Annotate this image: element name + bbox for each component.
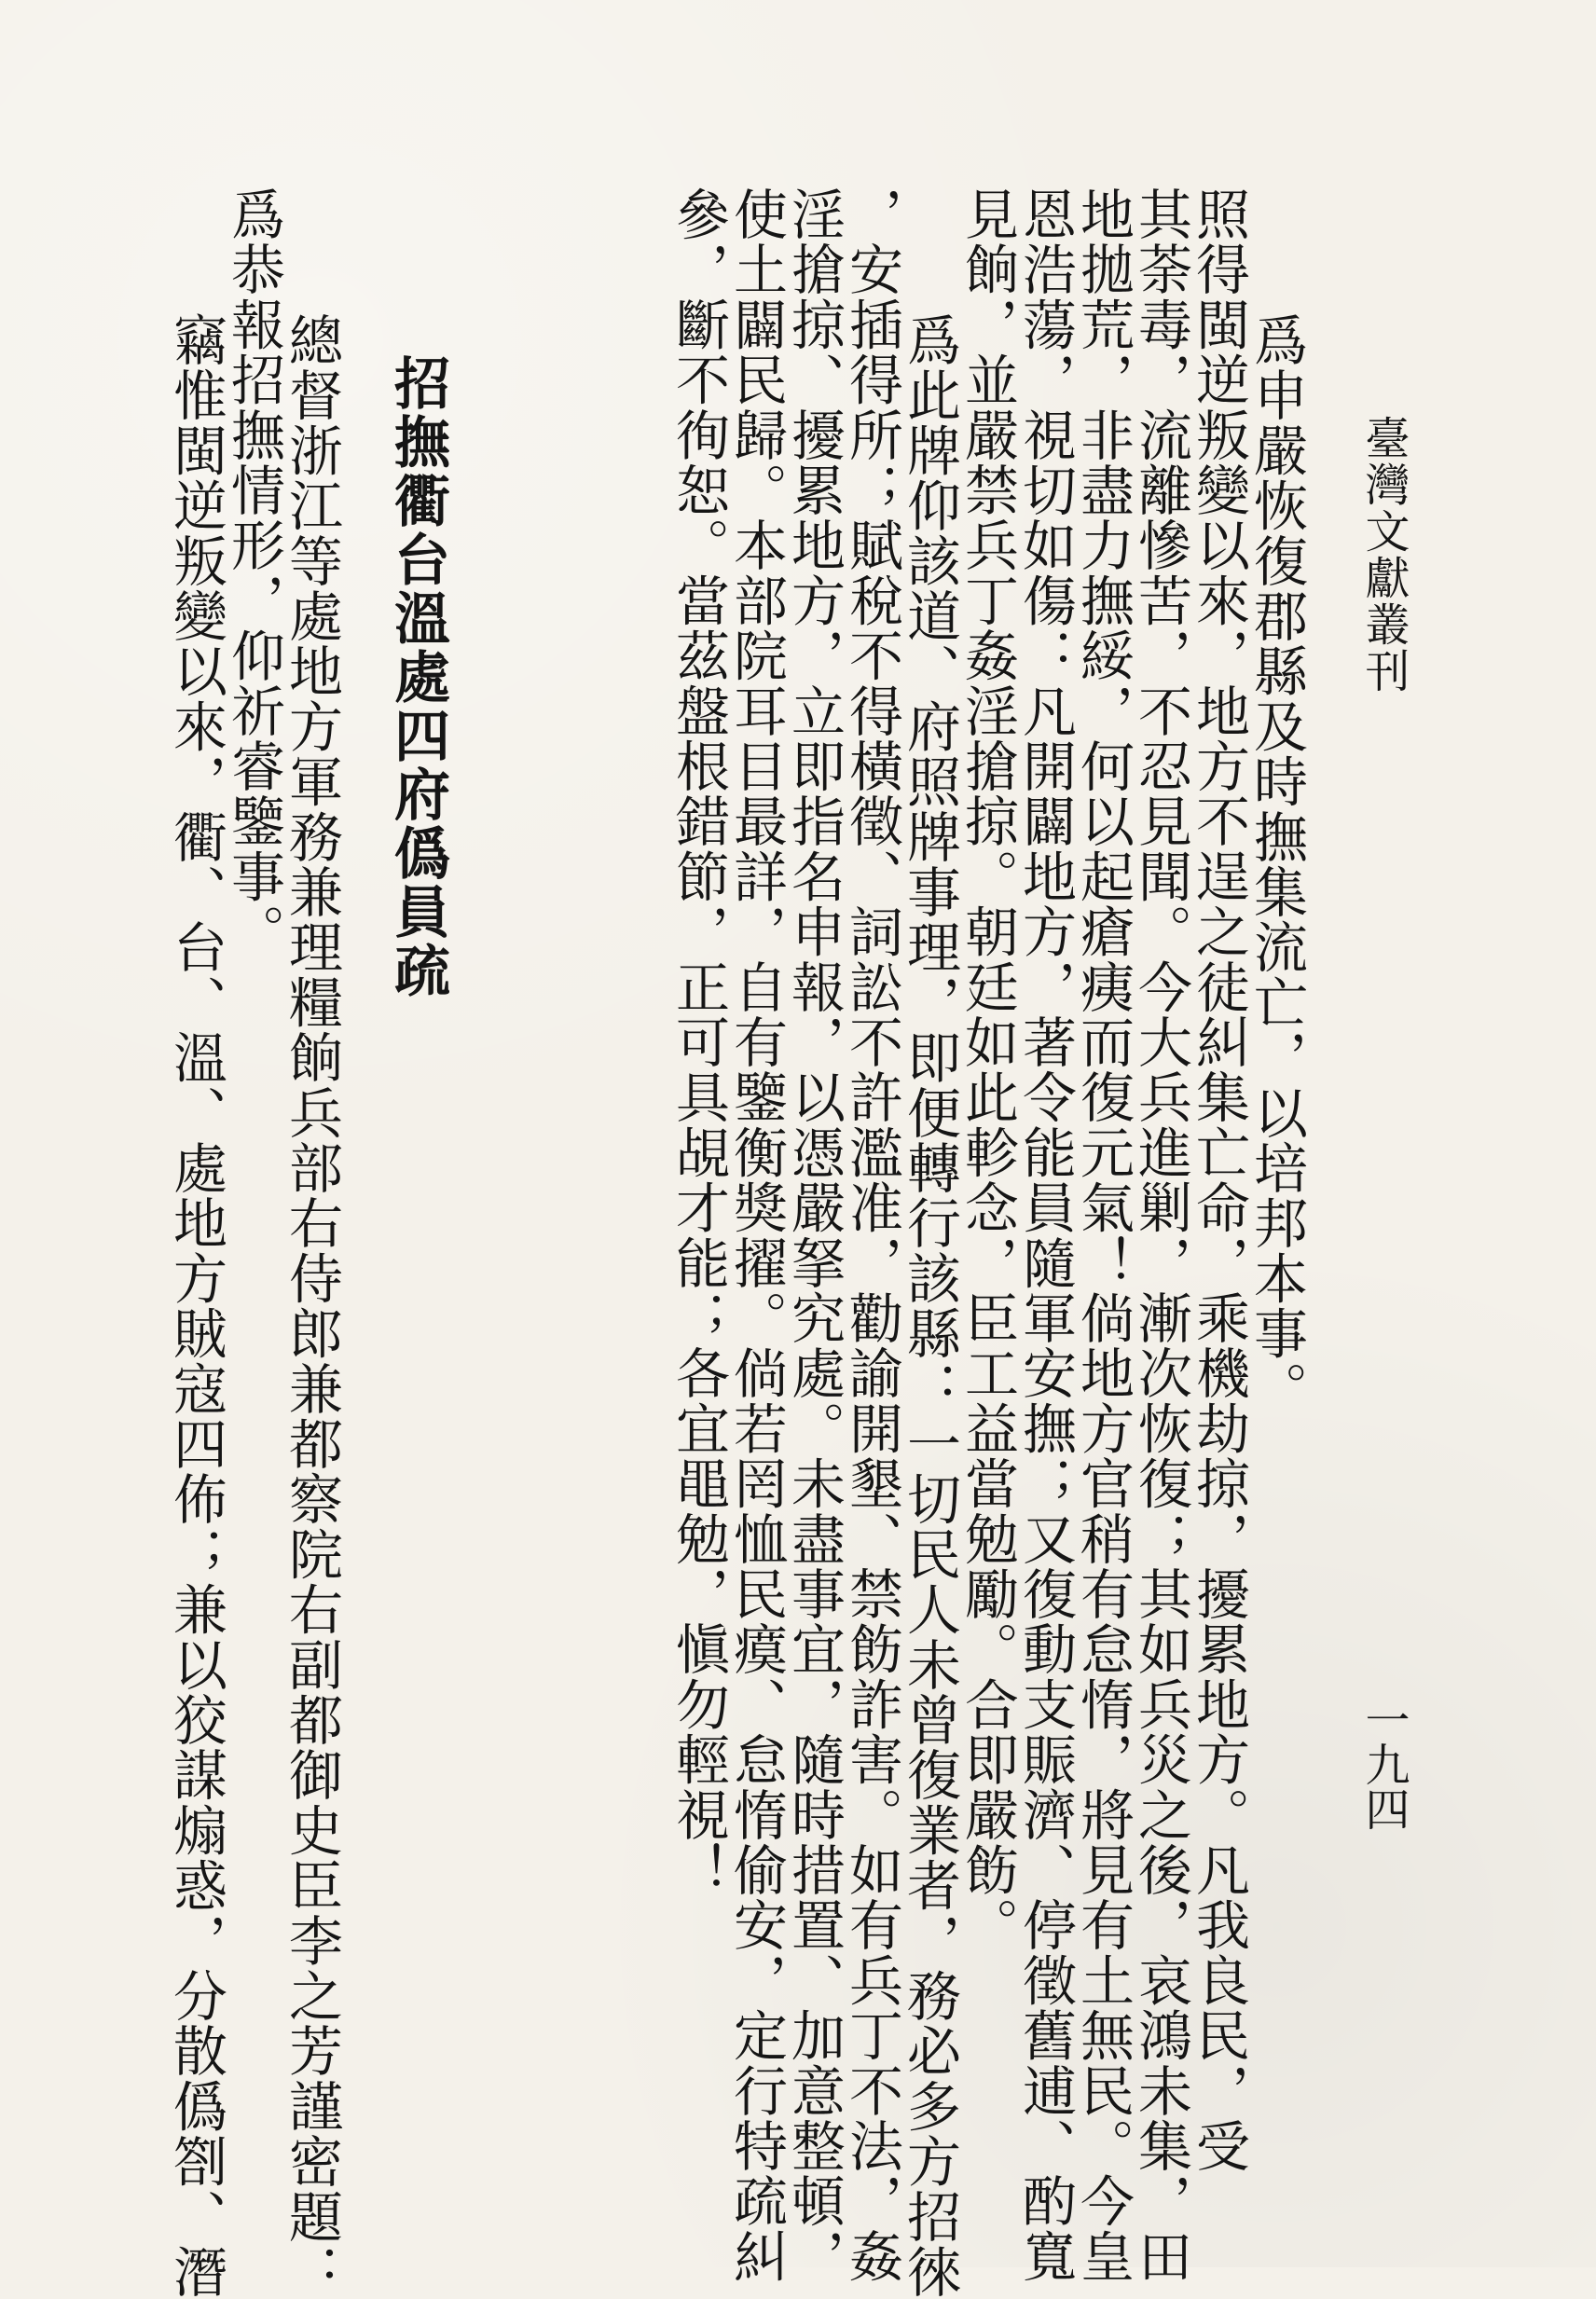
body-column-14: 竊惟閩逆叛變以來，衢、台、溫、處地方賊寇四佈；兼以狡謀煽惑，分散僞劄、潛 — [164, 312, 227, 2299]
body-column-6: 見餉，並嚴禁兵丁姦淫搶掠。朝廷如此軫念，臣工益當勉勵。合即嚴飭。 — [956, 186, 1019, 1953]
section-heading: 招撫衢台溫處四府僞員疏 — [385, 354, 450, 1000]
body-column-4: 地拋荒，非盡力撫綏，何以起瘡痍而復元氣！倘地方官稍有怠惰，將見有土無民。今皇 — [1071, 186, 1135, 2284]
body-column-7: 爲此牌仰該道、府照牌事理，即便轉行該縣：一切民人未曾復業者，務必多方招徠 — [898, 312, 961, 2299]
running-head: 臺灣文獻叢刊 — [1357, 415, 1410, 695]
body-column-9: 淫搶掠、擾累地方，立即指名申報，以憑嚴拏究處。未盡事宜，隨時措置、加意整頓， — [782, 186, 846, 2284]
body-column-13: 爲恭報招撫情形，仰祈睿鑒事。 — [222, 186, 285, 959]
body-column-12: 總督浙江等處地方軍務兼理糧餉兵部右侍郎兼都察院右副都御史臣李之芳謹密題： — [280, 312, 343, 2299]
body-column-11: 參，斷不徇恕。當茲盤根錯節，正可具覘才能；各宜黽勉，愼勿輕視！ — [667, 186, 730, 1898]
body-column-1: 爲申嚴恢復郡縣及時撫集流亡，以培邦本事。 — [1245, 312, 1308, 1416]
body-column-3: 其荼毒，流離慘苦，不忍見聞。今大兵進剿，漸次恢復；其如兵災之後，哀鴻未集，田 — [1129, 186, 1192, 2284]
body-column-2: 照得閩逆叛變以來，地方不逞之徒糾集亡命，乘機劫掠，擾累地方。凡我良民，受 — [1187, 186, 1250, 2174]
body-column-10: 使土闢民歸。本部院耳目最詳，自有鑒衡獎擢。倘若罔恤民瘼、怠惰偷安，定行特疏糾 — [724, 186, 788, 2284]
body-column-5: 恩浩蕩，視切如傷：凡開闢地方，著令能員隨軍安撫；又復動支賑濟、停徵舊逋、酌寬 — [1013, 186, 1077, 2284]
page-number: 一九四 — [1357, 1697, 1410, 1831]
body-column-8: ，安插得所；賦稅不得橫徵、詞訟不許濫准，勸諭開墾、禁飭詐害。如有兵丁不法，姦 — [840, 186, 903, 2284]
